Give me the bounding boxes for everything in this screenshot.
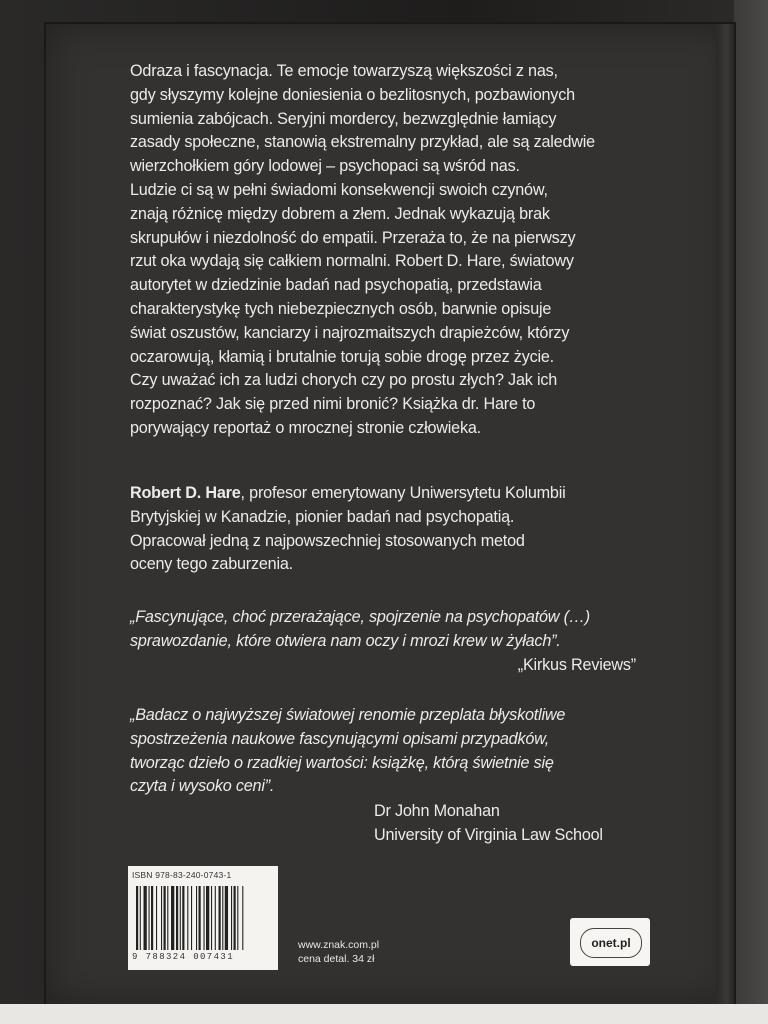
quote-line: „Badacz o najwyższej światowej renomie przeplata błyskotliwe	[130, 706, 566, 724]
blurb-line: charakterystykę tych niebezpiecznych osób, barwnie opisuje	[130, 299, 552, 318]
book-page-edge	[734, 0, 768, 1024]
bio-line: oceny tego zaburzenia.	[130, 555, 293, 574]
quote-line: spostrzeżenia naukowe fascynującymi opisami przypadków,	[130, 729, 550, 748]
publisher-info	[298, 938, 379, 966]
blurb-line: zasady społeczne, stanowią ekstremalny przykład, ale są zaledwie	[130, 133, 595, 152]
quote-line: sprawozdanie, które otwiera nam oczy i mrozi krew w żyłach”.	[130, 631, 561, 650]
onet-logo	[570, 918, 650, 966]
blurb-line: wierzchołkiem góry lodowej – psychopaci są wśród nas.	[130, 157, 520, 176]
onet-logo-icon: onet.pl	[580, 928, 642, 958]
quote-affiliation: University of Virginia Law School	[374, 825, 603, 844]
bio-line	[130, 482, 650, 506]
blurb-line: rozpoznać? Jak się przed nimi bronić? Książka dr. Hare to	[130, 395, 536, 414]
bio-line: Opracował jedną z najpowszechniej stosowanych metod	[130, 531, 525, 550]
quote-author: Dr John Monahan	[374, 802, 500, 820]
blurb-line: oczarowują, kłamią i brutalnie torują sobie drogę przez życie.	[130, 347, 554, 366]
blurb-line: skrupułów i niezdolność do empatii. Przeraża to, że na pierwszy	[130, 228, 576, 247]
publisher-url: www.znak.com.pl	[298, 939, 380, 951]
barcode-digits: 9 788324 007431	[132, 952, 235, 962]
quote-source-kirkus: „Kirkus Reviews”	[517, 656, 636, 674]
quote-line: czyta i wysoko ceni”.	[130, 777, 275, 796]
blurb-line: Ludzie ci są w pełni świadomi konsekwencji swoich czynów,	[130, 180, 548, 199]
isbn-barcode	[128, 866, 278, 970]
retail-price: cena detal. 34 zł	[298, 953, 375, 965]
blurb-line: porywający reportaż o mrocznej stronie człowieka.	[130, 418, 481, 437]
blurb-line: znają różnicę między dobrem a złem. Jednak wykazują brak	[130, 204, 550, 223]
blurb-line: Czy uważać ich za ludzi chorych czy po prostu złych? Jak ich	[130, 371, 558, 390]
blurb-line: autorytet w dziedzinie badań nad psychopatią, przedstawia	[130, 276, 542, 295]
blurb-line: sumienia zabójcach. Seryjni mordercy, bezwzględnie łamiący	[130, 109, 557, 128]
author-bio	[130, 482, 650, 577]
cover-spine-strip	[716, 24, 734, 1004]
author-name: Robert D. Hare	[130, 484, 241, 502]
blurb-line: gdy słyszymy kolejne doniesienia o bezlitosnych, pozbawionych	[130, 85, 575, 104]
quote-line: „Fascynujące, choć przerażające, spojrzenie na psychopatów (…)	[130, 608, 590, 626]
review-quote-monahan	[130, 704, 650, 799]
quote-source-monahan	[374, 800, 674, 848]
bio-line: Brytyjskiej w Kanadzie, pionier badań nad psychopatią.	[130, 507, 515, 526]
blurb-line: rzut oka wydają się całkiem normalni. Robert D. Hare, światowy	[130, 252, 574, 271]
barcode-icon	[136, 886, 272, 950]
blurb-paragraph	[130, 60, 650, 441]
blurb-line: świat oszustów, kanciarzy i najrozmaitszych drapieżców, którzy	[130, 323, 570, 342]
bottom-margin	[0, 1004, 768, 1024]
blurb-line: Odraza i fascynacja. Te emocje towarzyszą większości z nas,	[130, 62, 558, 80]
quote-line: tworząc dzieło o rzadkiej wartości: książkę, którą świetnie się	[130, 753, 554, 772]
review-quote-kirkus	[130, 606, 650, 654]
bio-text: , profesor emerytowany Uniwersytetu Kolumbii	[240, 484, 566, 502]
isbn-number: ISBN 978-83-240-0743-1	[132, 870, 232, 880]
